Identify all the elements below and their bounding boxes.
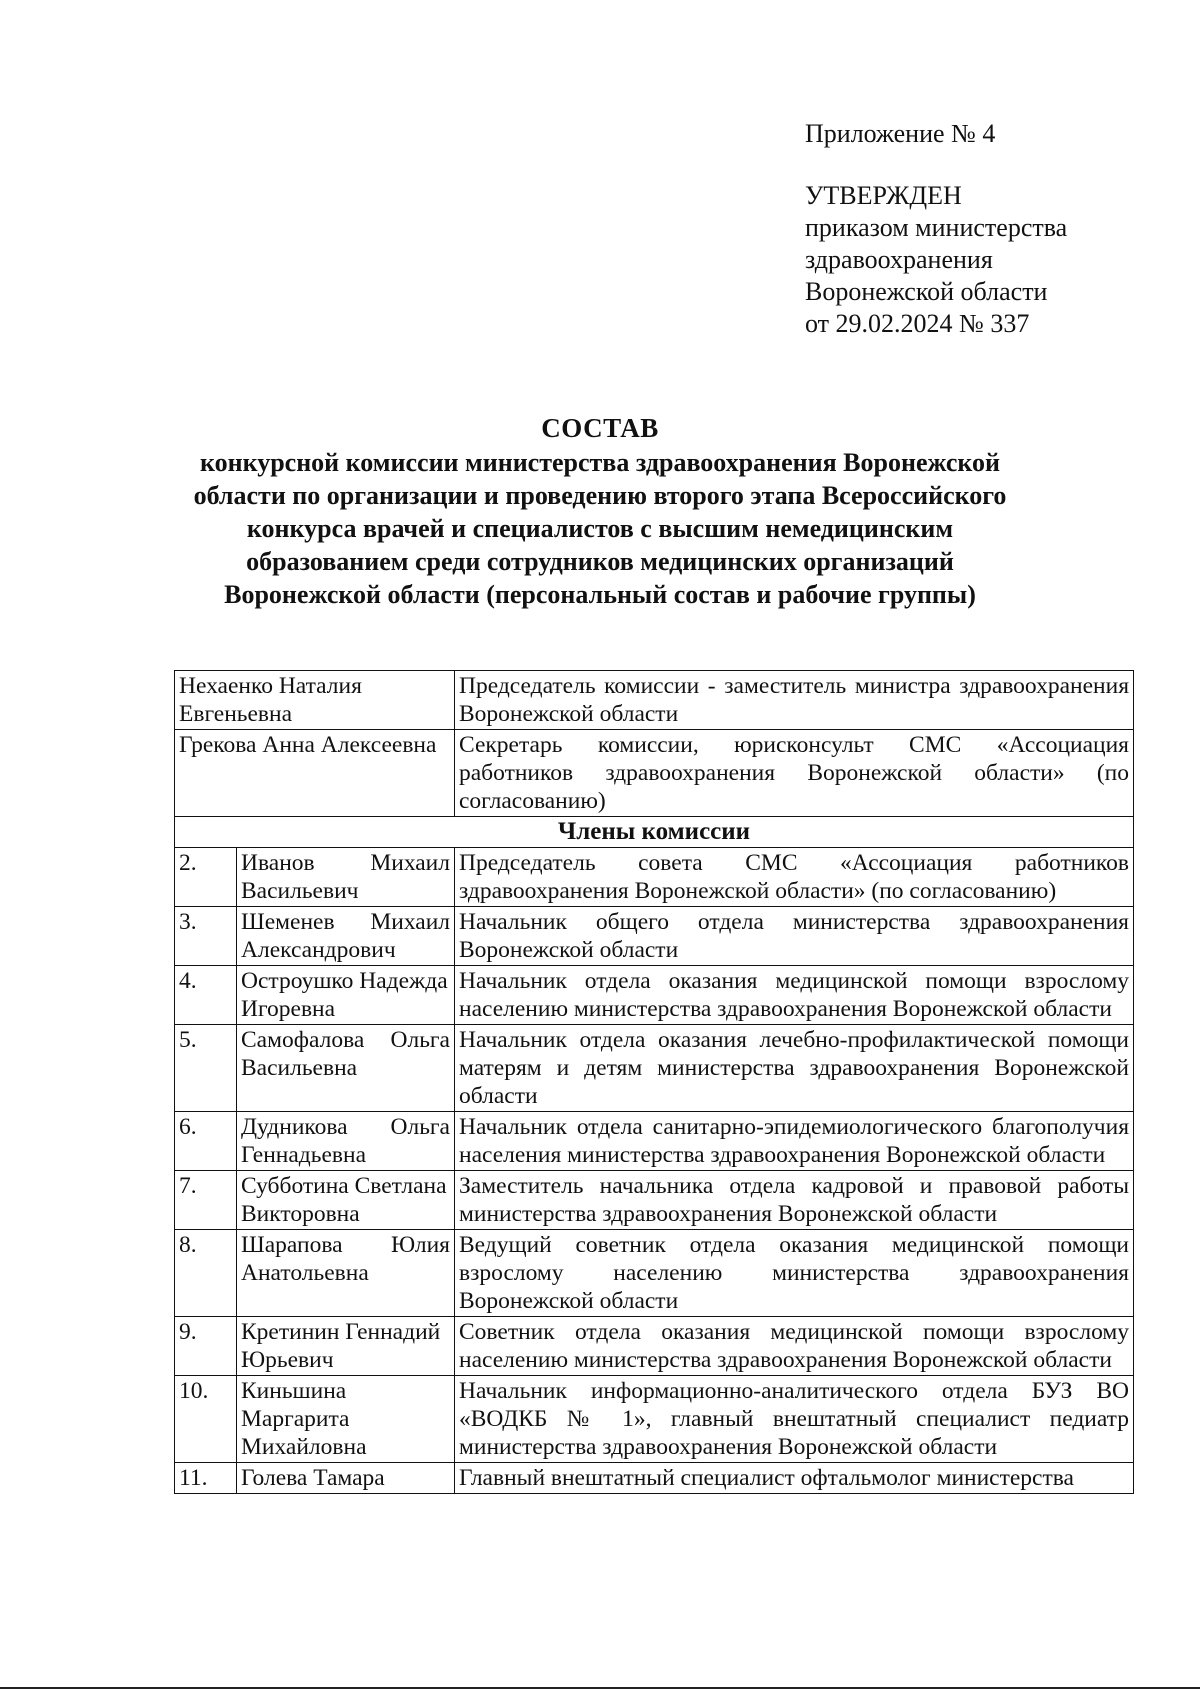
member-number: 10. <box>175 1376 237 1463</box>
table-row <box>175 907 1134 966</box>
member-number: 4. <box>175 966 237 1025</box>
table-row <box>175 1376 1134 1463</box>
document-title <box>160 410 1040 611</box>
member-role: Начальник отдела оказания лечебно-профилактической помощи матерям и детям министерства здравоохранения Воронежской области <box>455 1025 1134 1112</box>
subtitle-line-1: конкурсной комиссии министерства здравоохранения Воронежской <box>199 448 1001 477</box>
table-row <box>175 817 1134 848</box>
member-role: Ведущий советник отдела оказания медицинской помощи взрослому населению министерства здравоохранения Воронежской области <box>455 1230 1134 1317</box>
member-name: Самофалова Ольга Васильевна <box>237 1025 455 1112</box>
member-role: Начальник информационно-аналитического отдела БУЗ ВО «ВОДКБ № 1», главный внештатный специалист педиатр министерства здравоохранения Воронежской области <box>455 1376 1134 1463</box>
subtitle-line-3: конкурса врачей и специалистов с высшим немедицинским <box>246 514 954 543</box>
order-line-2: здравоохранения <box>805 245 993 274</box>
approved-stamp-text: УТВЕРЖДЕН <box>805 181 962 210</box>
table-row <box>175 730 1134 817</box>
member-role: Главный внештатный специалист офтальмолог министерства <box>455 1463 1134 1494</box>
table-row <box>175 1112 1134 1171</box>
table-row <box>175 1025 1134 1112</box>
commission-table <box>174 670 1134 1494</box>
secretary-name: Грекова Анна Алексеевна <box>175 730 455 817</box>
table-row <box>175 848 1134 907</box>
member-name: Киньшина Маргарита Михайловна <box>237 1376 455 1463</box>
secretary-role: Секретарь комиссии, юрисконсульт СМС «Ассоциация работников здравоохранения Воронежской области» (по согласованию) <box>455 730 1134 817</box>
member-number: 2. <box>175 848 237 907</box>
member-name: Кретинин Геннадий Юрьевич <box>237 1317 455 1376</box>
member-name: Голева Тамара <box>237 1463 455 1494</box>
member-number: 5. <box>175 1025 237 1112</box>
member-name: Остроушко Надежда Игоревна <box>237 966 455 1025</box>
subtitle-line-2: области по организации и проведению второго этапа Всероссийского <box>193 481 1007 510</box>
table-row <box>175 966 1134 1025</box>
member-role: Начальник общего отдела министерства здравоохранения Воронежской области <box>455 907 1134 966</box>
members-heading: Члены комиссии <box>175 817 1134 848</box>
approval-block <box>805 180 1165 340</box>
member-number: 6. <box>175 1112 237 1171</box>
member-name: Шарапова Юлия Анатольевна <box>237 1230 455 1317</box>
member-role: Советник отдела оказания медицинской помощи взрослому населению министерства здравоохранения Воронежской области <box>455 1317 1134 1376</box>
order-line-3: Воронежской области <box>805 277 1048 306</box>
table-row <box>175 1463 1134 1494</box>
member-number: 3. <box>175 907 237 966</box>
order-line-4: от 29.02.2024 № 337 <box>805 309 1030 338</box>
member-name: Субботина Светлана Викторовна <box>237 1171 455 1230</box>
member-role: Начальник отдела санитарно-эпидемиологического благополучия населения министерства здравоохранения Воронежской области <box>455 1112 1134 1171</box>
leader-role: Председатель комиссии - заместитель министра здравоохранения Воронежской области <box>455 671 1134 730</box>
scan-edge-line <box>0 1687 1200 1689</box>
member-role: Председатель совета СМС «Ассоциация работников здравоохранения Воронежской области» (по согласованию) <box>455 848 1134 907</box>
table-row <box>175 1171 1134 1230</box>
member-name: Шеменев Михаил Александрович <box>237 907 455 966</box>
order-line-1: приказом министерства <box>805 213 1068 242</box>
title-heading: СОСТАВ <box>541 413 659 443</box>
member-role: Начальник отдела оказания медицинской помощи взрослому населению министерства здравоохранения Воронежской области <box>455 966 1134 1025</box>
member-number: 9. <box>175 1317 237 1376</box>
table-row <box>175 1317 1134 1376</box>
member-number: 11. <box>175 1463 237 1494</box>
subtitle-line-4: образованием среди сотрудников медицинских организаций <box>246 547 954 576</box>
member-name: Дудникова Ольга Геннадьевна <box>237 1112 455 1171</box>
appendix-header <box>805 118 1165 340</box>
table-row <box>175 671 1134 730</box>
member-number: 7. <box>175 1171 237 1230</box>
title-subtitle <box>160 446 1040 611</box>
subtitle-line-5: Воронежской области (персональный состав и рабочие группы) <box>224 580 976 609</box>
leader-name: Нехаенко Наталия Евгеньевна <box>175 671 455 730</box>
member-name: Иванов Михаил Васильевич <box>237 848 455 907</box>
appendix-number: Приложение № 4 <box>805 119 996 148</box>
member-role: Заместитель начальника отдела кадровой и правовой работы министерства здравоохранения Воронежской области <box>455 1171 1134 1230</box>
member-number: 8. <box>175 1230 237 1317</box>
table-row <box>175 1230 1134 1317</box>
